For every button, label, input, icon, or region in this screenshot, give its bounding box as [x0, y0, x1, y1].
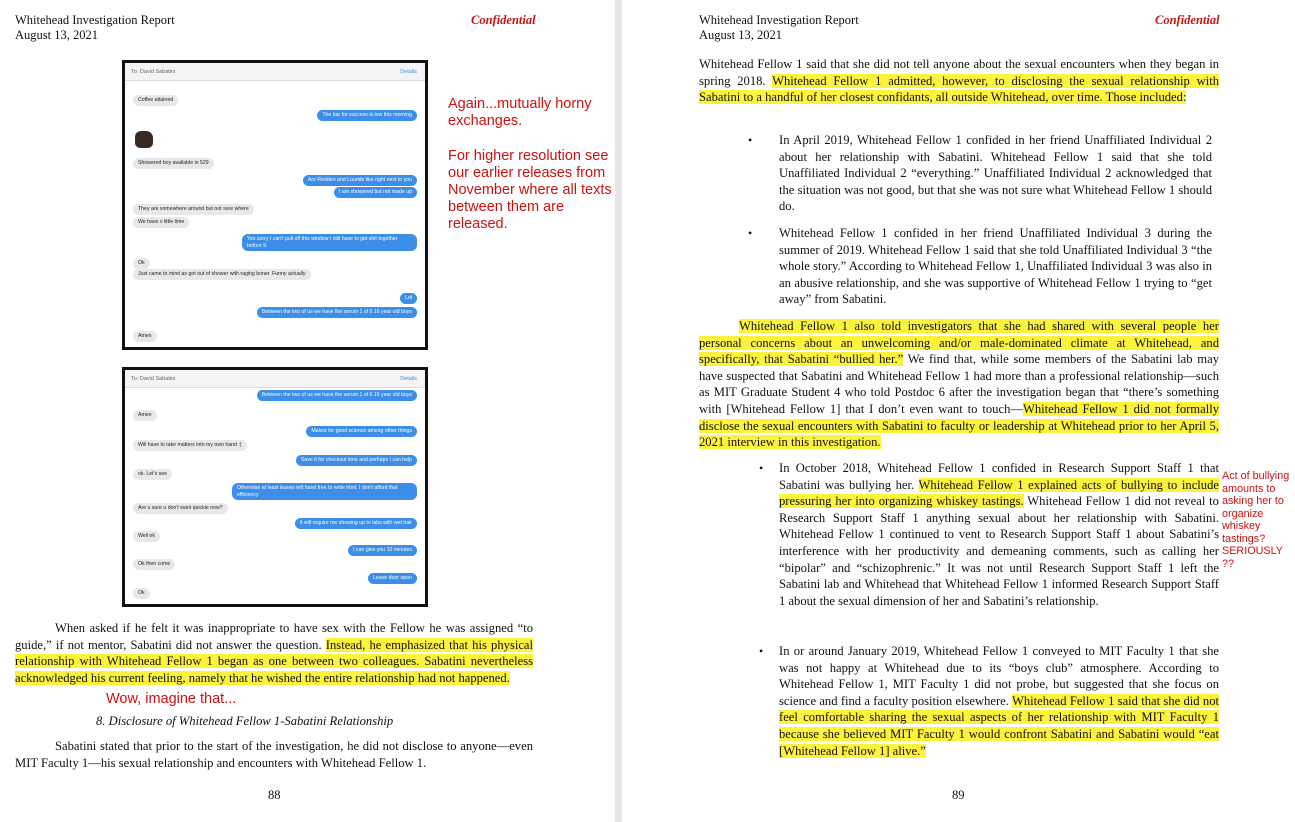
sent-message-bubble: Are Redden and Lourido like right next to you: [303, 175, 417, 186]
received-message-bubble: Will have to take matters into my own hand :): [133, 440, 247, 451]
bullet-icon: •: [748, 226, 753, 240]
details-link: Details: [400, 69, 417, 75]
received-message-bubble: Ok: [133, 588, 150, 599]
report-date: August 13, 2021: [699, 28, 782, 42]
confidential-label: Confidential: [1155, 13, 1220, 27]
confidential-label: Confidential: [471, 13, 536, 27]
report-title: Whitehead Investigation Report: [699, 13, 859, 27]
sent-message-bubble: Yes sorry I can't pull off this window I still have to get shit together before 9: [242, 234, 417, 251]
highlighted-text: Whitehead Fellow 1 did not formally disclose the sexual encounters with Sabatini to faculty or leadership at Whitehead prior to her April 5, 2021 interview in this investigation.: [699, 401, 1219, 450]
sent-message-bubble: Between the two of us we have the serum 1 of 6 16 year old boys: [257, 390, 417, 401]
message-header: [125, 63, 425, 81]
sent-message-bubble: I can give you 10 minutes: [348, 545, 417, 556]
sent-message-bubble: Lol: [400, 293, 417, 304]
page-number: 89: [952, 788, 965, 802]
paragraph-text: In October 2018, Whitehead Fellow 1 confided in Research Support Staff 1 that Sabatini was bullying her.: [779, 461, 1219, 492]
text-message-screenshot-1: [122, 60, 428, 350]
fist-emoji-icon: [135, 131, 153, 148]
bullet-icon: •: [748, 133, 753, 147]
report-title: Whitehead Investigation Report: [15, 13, 175, 27]
received-message-bubble: They are somewhere around but not sure where: [133, 204, 254, 215]
paragraph-disclosure: Sabatini stated that prior to the start of the investigation, he did not disclose to anyone—even MIT Faculty 1—his sexual relationship and encounters with Whitehead Fellow 1.: [15, 739, 533, 770]
annotation-wow: Wow, imagine that...: [106, 691, 237, 707]
bullet-icon: •: [759, 461, 764, 475]
sent-message-bubble: The bar for success is low this morning: [317, 110, 417, 121]
received-message-bubble: Well ok: [133, 531, 160, 542]
received-message-bubble: Amen: [133, 331, 157, 342]
sent-message-bubble: Leave door open: [368, 573, 417, 584]
message-header: [125, 370, 425, 388]
highlighted-text: Whitehead Fellow 1 admitted, however, to disclosing the sexual relationship with Sabatini to a handful of her closest confidants, all outside Whitehead, over time. Those included:: [699, 73, 1219, 105]
annotation-whiskey: Act of bullying amounts to asking her to organize whiskey tastings? SERIOUSLY ??: [1222, 470, 1290, 570]
paragraph-text: When asked if he felt it was inappropriate to have sex with the Fellow he was assigned “to guide,” if not mentor, Sabatini did not answer the question.: [15, 621, 533, 652]
bullet-january-2019: [779, 643, 1219, 759]
sent-message-bubble: Between the two of us we have the serum 1 of 6 16 year old boys: [257, 307, 417, 318]
details-link: Details: [400, 376, 417, 382]
report-header: [699, 13, 859, 43]
page-88: [0, 0, 615, 822]
bullet-summer-2019: Whitehead Fellow 1 confided in her friend Unaffiliated Individual 3 during the summer of 2019. Whitehead Fellow 1 said that she told Unaffiliated Individual 3 “the whole story.” According to Whitehead Fellow 1, Unaffiliated Individual 3 was also in an abusive relationship, and she was supportive of Whitehead Fellow 1 trying to “get away” from Sabatini.: [779, 226, 1212, 307]
recipient-label: To: David Sabatini: [131, 376, 176, 382]
sent-message-bubble: I am showered but not made up: [334, 187, 417, 198]
paragraph-text: In or around January 2019, Whitehead Fellow 1 conveyed to MIT Faculty 1 that she was not happy at Whitehead due to its “boys club” atmosphere. According to Whitehead Fellow 1, MIT Faculty 1 did not probe, but suggested that she focus on science and find a faculty position elsewhere.: [779, 644, 1219, 708]
annotation-mutually: Again...mutually horny exchanges.: [448, 96, 592, 129]
paragraph-climate: [699, 318, 1219, 451]
report-date: August 13, 2021: [15, 28, 98, 42]
received-message-bubble: Showered boy available in 529: [133, 158, 214, 169]
paragraph-text: Whitehead Fellow 1 did not reveal to Research Support Staff 1 anything sexual about her relationship with Sabatini. Whitehead Fellow 1 continued to vent to Research Support Staff 1 about Sabatini’s interference with her productivity and demeaning comments, such as calling her “bipolar” and “schizophrenic.” It was not until Research Support Staff 1 left the Sabatini lab and Whitehead that Whitehead Fellow 1 informed Research Support Staff 1 about the sexual dimension of her and Sabatini’s relationship.: [779, 494, 1219, 608]
paragraph-sabatini-response: [15, 620, 533, 686]
received-message-bubble: Just came to mind as got out of shower with raging boner. Funny actually: [133, 269, 311, 280]
received-message-bubble: Are u sure u don't want quickie now?: [133, 503, 228, 514]
paragraph-text: Whitehead Fellow 1 said that she did not tell anyone about the sexual encounters when they began in spring 2018.: [699, 57, 1219, 88]
sent-message-bubble: It will require me showing up to labs with wet hair: [295, 518, 417, 529]
highlighted-text: Whitehead Fellow 1 explained acts of bullying to include pressuring her into organizing whiskey tastings.: [779, 477, 1219, 509]
report-header: [15, 13, 175, 43]
text-message-screenshot-2: [122, 367, 428, 607]
received-message-bubble: We have v little time: [133, 217, 189, 228]
received-message-bubble: Amen: [133, 410, 157, 421]
recipient-label: To: David Sabatini: [131, 69, 176, 75]
highlighted-text: Whitehead Fellow 1 also told investigators that she had shared with several people her personal concerns about an unwelcoming and/or male-dominated climate at Whitehead, and specifically, that Sabatini “bullied her.”: [699, 319, 1219, 367]
page-number: 88: [268, 788, 281, 802]
bullet-october-2018: [779, 460, 1219, 609]
received-message-bubble: Ok then come: [133, 559, 175, 570]
paragraph-confidants: [699, 56, 1219, 106]
highlighted-text: Whitehead Fellow 1 said that she did not feel comfortable sharing the sexual aspects of her relationship with MIT Faculty 1 because she believed MIT Faculty 1 would confront Sabatini and Sabatini would “eat [Whitehead Fellow 1] alive.”: [779, 693, 1219, 758]
annotation-higher-resolution: For higher resolution see our earlier releases from November where all texts between them are released.: [448, 148, 612, 232]
page-89: [622, 0, 1295, 822]
received-message-bubble: Coffee attained: [133, 95, 178, 106]
received-message-bubble: Ok: [133, 258, 150, 269]
section-heading: 8. Disclosure of Whitehead Fellow 1-Sabatini Relationship: [96, 714, 394, 728]
sent-message-bubble: Makes for good science among other things: [306, 426, 417, 437]
received-message-bubble: ok. Let's see: [133, 469, 172, 480]
paragraph-text: We find that, while some members of the Sabatini lab may have suspected that Sabatini and Whitehead Fellow 1 had more than a professional relationship—such as MIT Graduate Student 4 who told Postdoc 6 after the investigation began that “there’s something with [Whitehead Fellow 1] that I don’t even want to touch—: [699, 352, 1219, 416]
sent-message-bubble: Otherwise at least leaves left hand free to write html. I don't afford that efficiency.: [232, 483, 417, 500]
highlighted-text: Instead, he emphasized that his physical relationship with Whitehead Fellow 1 began as one between two colleagues. Sabatini nevertheless acknowledged his current feeling, namely that he wished the entire relationship had not happened.: [15, 637, 534, 685]
bullet-icon: •: [759, 644, 764, 658]
sent-message-bubble: Save it for checkout time and perhaps I can help: [296, 455, 417, 466]
bullet-april-2019: In April 2019, Whitehead Fellow 1 confided in her friend Unaffiliated Individual 2 about her relationship with Sabatini. Whitehead Fellow 1 said that she told Unaffiliated Individual 2 “everything.” Unaffiliated Individual 2 acknowledged that the situation was not good, but that she was not sure what Whitehead Fellow 1 should do.: [779, 133, 1212, 214]
